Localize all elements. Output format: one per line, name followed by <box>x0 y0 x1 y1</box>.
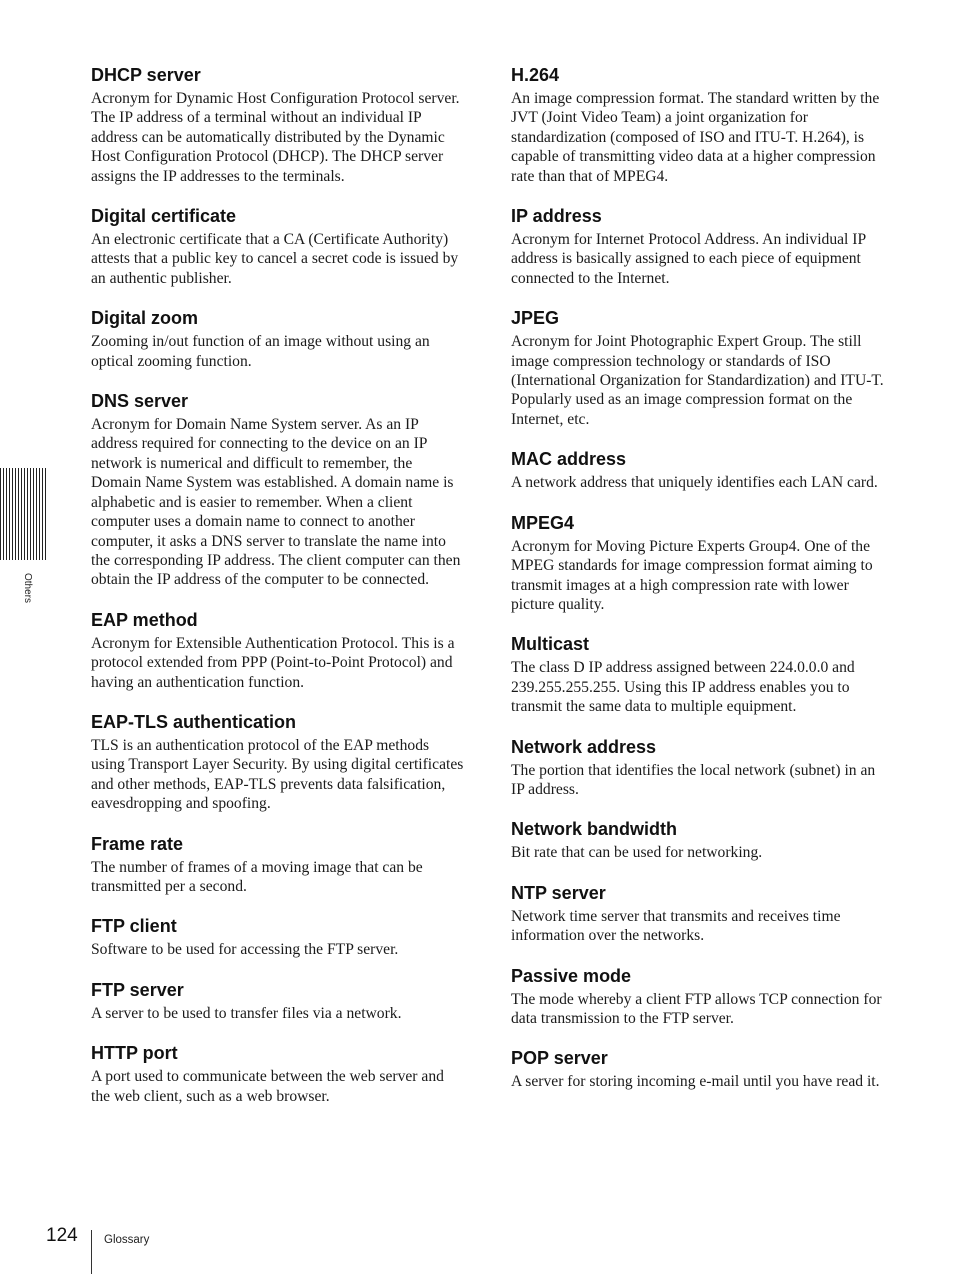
glossary-definition: A server to be used to transfer files via a network. <box>91 1004 402 1022</box>
glossary-term: Digital certificate <box>91 206 237 227</box>
section-tab-label: Others <box>22 573 33 604</box>
glossary-entry <box>511 818 885 862</box>
glossary-entry <box>511 448 885 492</box>
glossary-entry <box>91 833 465 897</box>
glossary-term: JPEG <box>511 308 560 329</box>
glossary-definition: The number of frames of a moving image that can be transmitted per a second. <box>91 858 423 895</box>
footer-divider <box>91 1230 92 1274</box>
glossary-definition: The portion that identifies the local network (subnet) in an IP address. <box>511 761 876 798</box>
glossary-definition: Acronym for Moving Picture Experts Group4. One of the MPEG standards for image compression format aiming to transmit images at a high compression rate with lower picture quality. <box>511 537 873 613</box>
glossary-term: FTP client <box>91 916 177 937</box>
glossary-entry <box>91 711 465 814</box>
section-tab-marker <box>0 468 46 560</box>
glossary-term: Passive mode <box>511 965 632 986</box>
glossary-entry <box>511 736 885 800</box>
glossary-term: MPEG4 <box>511 512 575 533</box>
footer-section-label: Glossary <box>104 1234 150 1246</box>
glossary-definition: A port used to communicate between the web server and the web client, such as a web browser. <box>91 1068 444 1105</box>
glossary-term: HTTP port <box>91 1043 178 1064</box>
glossary-term: IP address <box>511 206 602 227</box>
glossary-term: EAP method <box>91 609 198 630</box>
glossary-entry <box>511 512 885 615</box>
glossary-definition: Acronym for Dynamic Host Configuration Protocol server. The IP address of a terminal without an individual IP address can be automatically distributed by the Dynamic Host Configuration Protocol (DHCP). The DHCP server assigns the IP addresses to the terminals. <box>91 90 460 185</box>
glossary-entry <box>511 307 885 429</box>
glossary-definition: Acronym for Domain Name System server. As an IP address required for connecting to the device on an IP network is numerical and difficult to remember, the Domain Name System was established. A domain name is alphabetic and is easier to remember. When a client computer uses a domain name to connect to another computer, it asks a DNS server to translate the name into the corresponding IP address. The client computer can then obtain the IP address of the computer to be connected. <box>91 416 461 589</box>
glossary-term: POP server <box>511 1048 608 1069</box>
glossary-entry <box>511 882 885 946</box>
glossary-term: DNS server <box>91 391 189 412</box>
glossary-term: Network address <box>511 736 657 757</box>
glossary-term: DHCP server <box>91 65 201 85</box>
section-tab-stripes <box>0 468 46 560</box>
glossary-definition: Zooming in/out function of an image without using an optical zooming function. <box>91 333 430 370</box>
glossary-definition: The class D IP address assigned between 224.0.0.0 and 239.255.255.255. Using this IP address enables you to transmit the same data to multiple equipment. <box>511 659 855 716</box>
glossary-entry <box>511 205 885 288</box>
glossary-definition: An image compression format. The standard written by the JVT (Joint Video Team) a joint organization for standardization (composed of ISO and ITU-T. H.264), is capable of transmitting video data at a higher compression rate than that of MPEG4. <box>511 90 880 185</box>
glossary-definition: TLS is an authentication protocol of the EAP methods using Transport Layer Security. By using digital certificates and other methods, EAP-TLS prevents data falsification, eavesdropping and spoofing. <box>91 736 464 813</box>
glossary-definition: Acronym for Joint Photographic Expert Group. The still image compression technology or standards of ISO (International Organization for Standardization) and ITU-T. Popularly used as an image compression format on the Internet, etc. <box>511 333 884 428</box>
glossary-entry <box>91 307 465 371</box>
glossary-term: Network bandwidth <box>511 819 677 840</box>
glossary-entry <box>91 1042 465 1106</box>
glossary-term: EAP-TLS authentication <box>91 711 297 732</box>
glossary-term: FTP server <box>91 979 184 1000</box>
glossary-term: H.264 <box>511 65 560 85</box>
glossary-definition: Software to be used for accessing the FTP server. <box>91 941 399 959</box>
glossary-definition: A network address that uniquely identifies each LAN card. <box>511 474 878 492</box>
glossary-entry <box>91 205 465 288</box>
glossary-entry <box>91 390 465 590</box>
glossary-term: Digital zoom <box>91 308 198 329</box>
glossary-term: Frame rate <box>91 833 184 854</box>
glossary-column-right <box>511 64 885 1111</box>
glossary-entry <box>91 609 465 692</box>
glossary-term: Multicast <box>511 634 590 655</box>
glossary-entry <box>91 64 465 186</box>
glossary-definition: Network time server that transmits and receives time information over the networks. <box>511 907 841 945</box>
glossary-term: MAC address <box>511 449 627 470</box>
page-number: 124 <box>46 1225 78 1246</box>
glossary-entry <box>511 965 885 1029</box>
glossary-definition: Acronym for Extensible Authentication Protocol. This is a protocol extended from PPP (Point-to-Point Protocol) and having an authentication function. <box>91 634 455 691</box>
glossary-column-left <box>91 64 465 1125</box>
glossary-entry <box>511 1047 885 1091</box>
glossary-definition: An electronic certificate that a CA (Certificate Authority) attests that a public key to cancel a secret code is issued by an authentic publisher. <box>91 231 459 287</box>
glossary-entry <box>91 979 465 1023</box>
glossary-definition: Acronym for Internet Protocol Address. An individual IP address is basically assigned to each piece of equipment connected to the Internet. <box>511 231 866 287</box>
glossary-definition: Bit rate that can be used for networking. <box>511 844 763 862</box>
glossary-entry <box>511 633 885 716</box>
glossary-entry <box>511 64 885 186</box>
glossary-definition: The mode whereby a client FTP allows TCP connection for data transmission to the FTP server. <box>511 990 882 1027</box>
glossary-term: NTP server <box>511 882 606 903</box>
glossary-definition: A server for storing incoming e-mail until you have read it. <box>511 1073 880 1091</box>
glossary-entry <box>91 915 465 959</box>
